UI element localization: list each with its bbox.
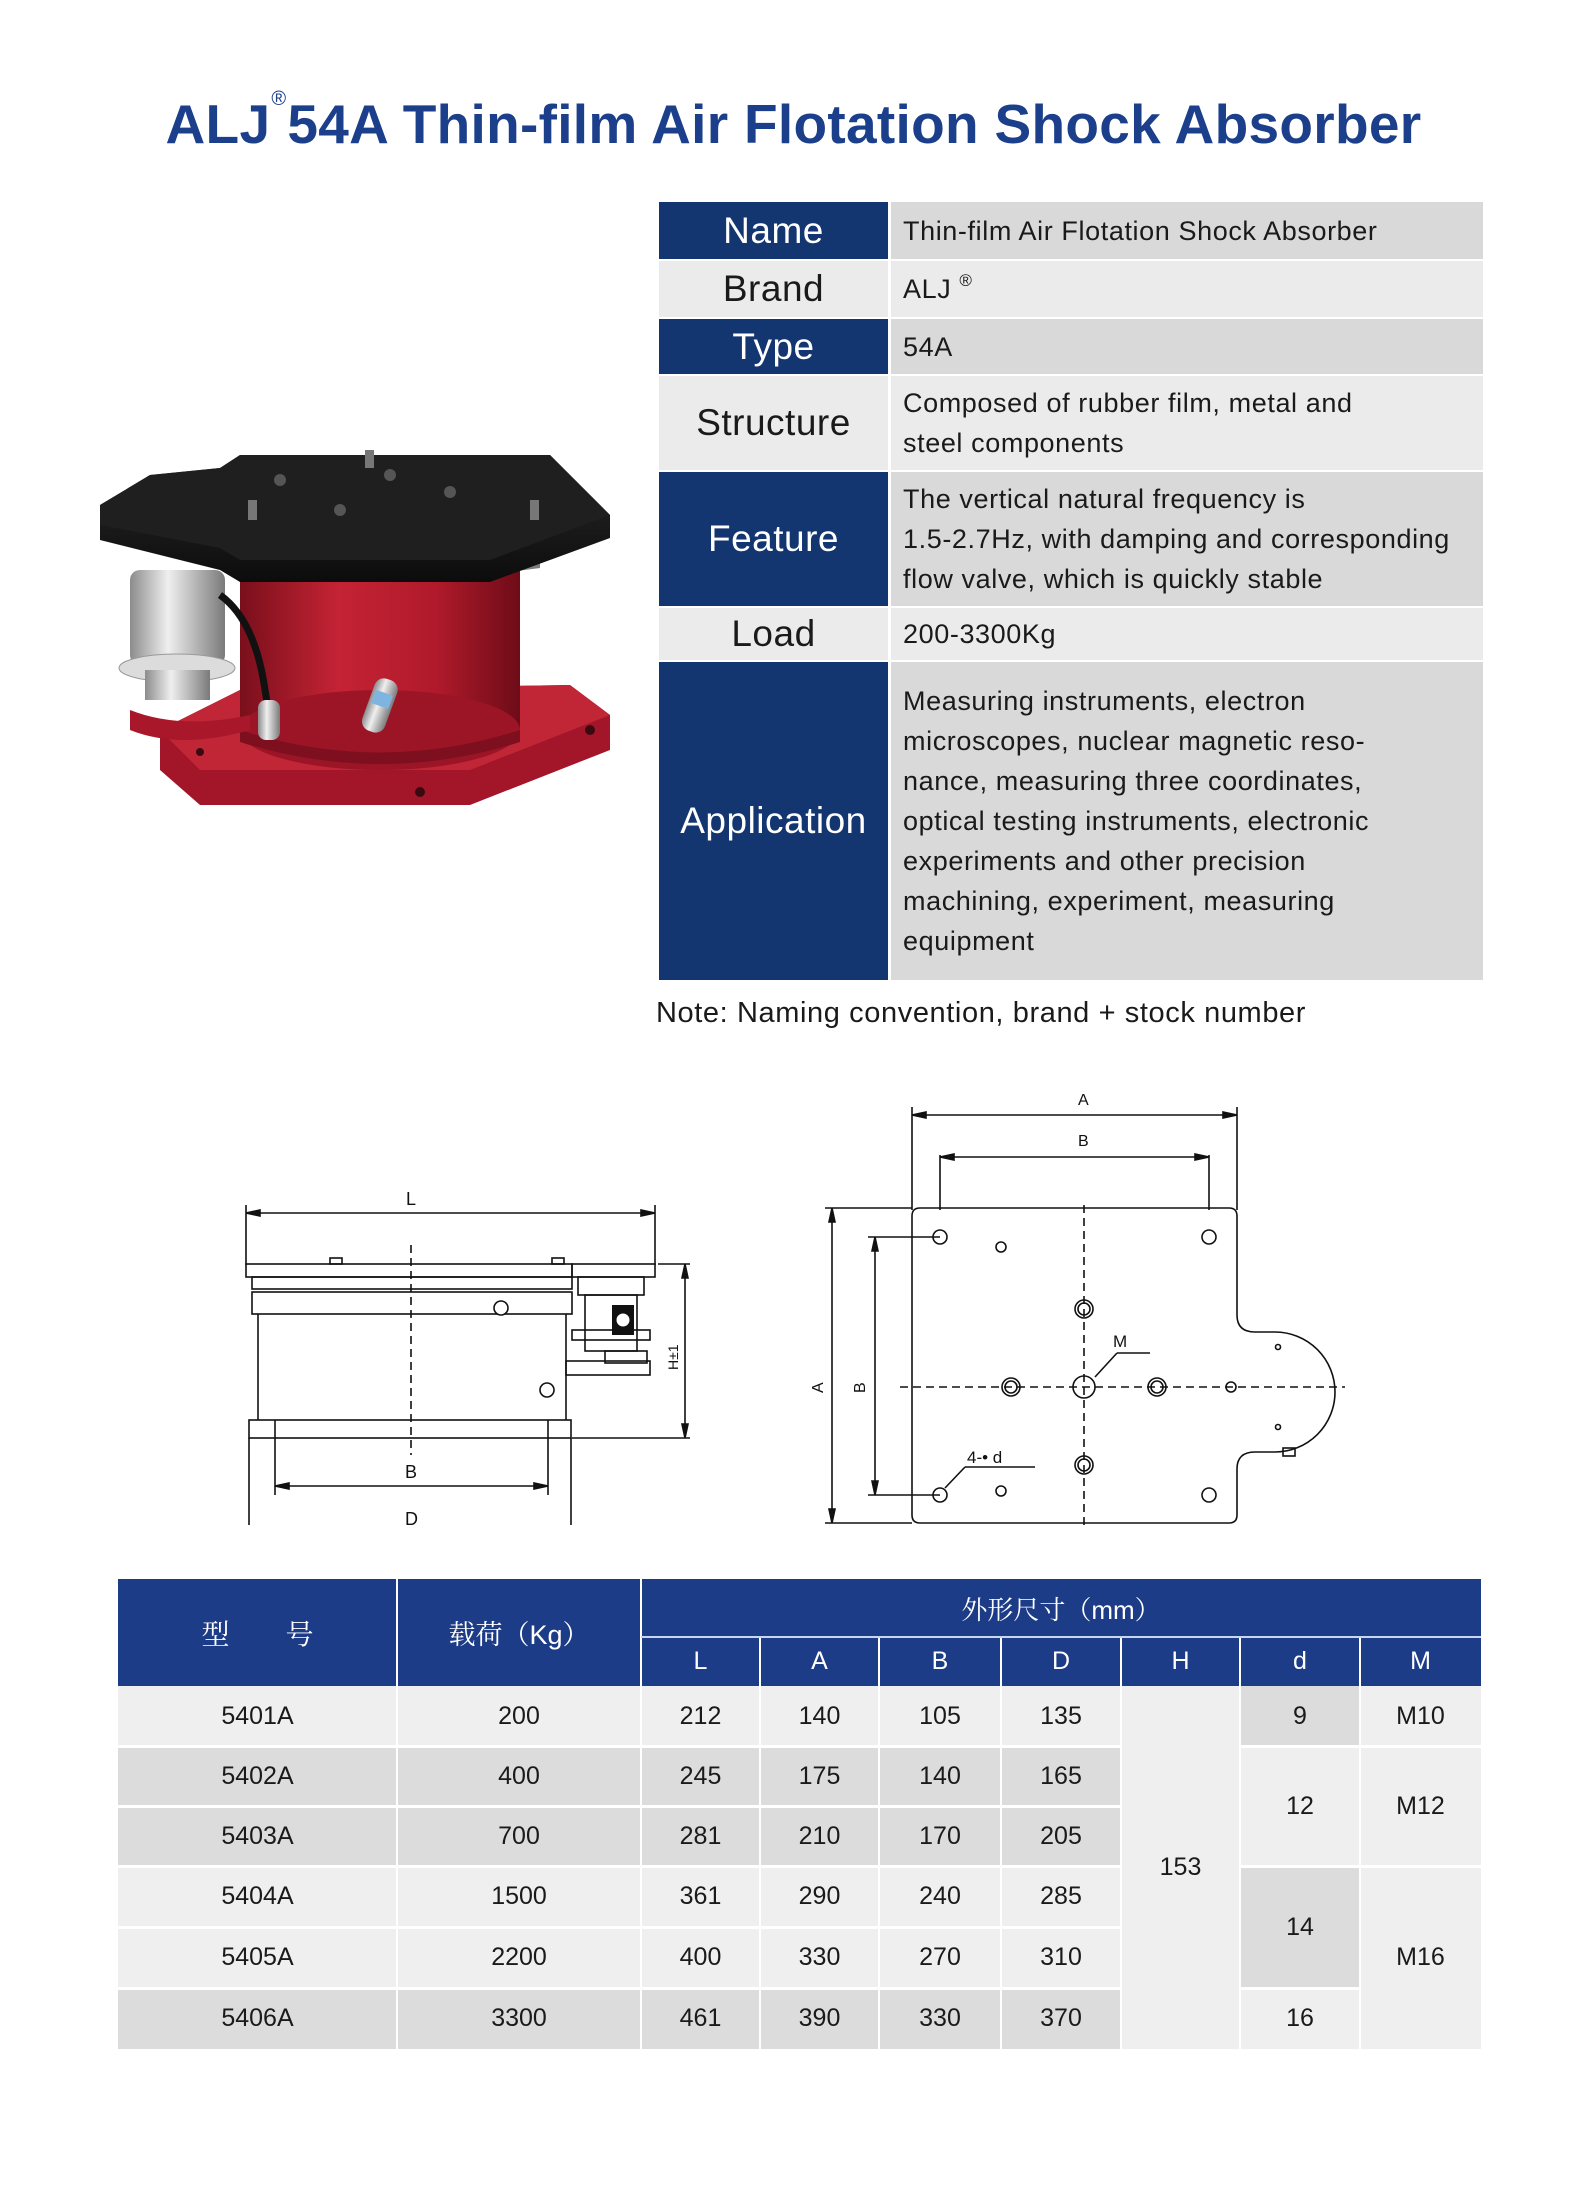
dim-label-A-side: A xyxy=(810,1382,827,1393)
info-value: 200-3300Kg xyxy=(891,608,1483,660)
cell-model: 5405A xyxy=(118,1927,397,1988)
info-value: 54A xyxy=(891,319,1483,374)
header-M: M xyxy=(1360,1637,1481,1686)
info-value-line: experiments and other precision xyxy=(903,846,1306,876)
cell-load: 2200 xyxy=(397,1927,641,1988)
grid-line xyxy=(1240,1987,1360,1990)
info-value xyxy=(891,662,1483,980)
grid-line xyxy=(396,1579,398,2049)
dim-label-L: L xyxy=(406,1189,417,1209)
info-value xyxy=(891,261,1483,317)
dim-label-D: D xyxy=(405,1509,418,1525)
grid-line xyxy=(118,1926,1121,1929)
cell-D: 135 xyxy=(1001,1686,1121,1746)
cell-load: 1500 xyxy=(397,1866,641,1927)
info-value: Thin-film Air Flotation Shock Absorber xyxy=(891,202,1483,259)
product-photo xyxy=(90,430,630,830)
dim-label-B: B xyxy=(405,1462,418,1482)
info-label: Feature xyxy=(659,472,888,606)
cell-L: 400 xyxy=(641,1927,760,1988)
cell-model: 5403A xyxy=(118,1806,397,1866)
cell-model: 5404A xyxy=(118,1866,397,1927)
registered-mark: ® xyxy=(271,88,287,110)
info-label: Structure xyxy=(659,376,888,470)
info-value-line: machining, experiment, measuring xyxy=(903,886,1335,916)
info-value-line: 1.5-2.7Hz, with damping and corresponding xyxy=(903,524,1450,554)
info-value-line: Measuring instruments, electron xyxy=(903,686,1306,716)
info-value-line: The vertical natural frequency is xyxy=(903,484,1306,514)
cell-B: 170 xyxy=(879,1806,1001,1866)
info-row-application xyxy=(659,662,1483,980)
dim-label-B-side: B xyxy=(852,1382,869,1393)
cell-L: 281 xyxy=(641,1806,760,1866)
cell-model: 5401A xyxy=(118,1686,397,1746)
info-row-brand xyxy=(659,261,1483,317)
info-label: Brand xyxy=(659,261,888,317)
cell-model: 5406A xyxy=(118,1988,397,2049)
info-value-line: optical testing instruments, electronic xyxy=(903,806,1370,836)
cell-load: 400 xyxy=(397,1746,641,1806)
info-label: Type xyxy=(659,319,888,374)
cell-d: 14 xyxy=(1240,1866,1360,1988)
info-value xyxy=(891,472,1483,606)
cell-B: 240 xyxy=(879,1866,1001,1927)
title-brand: ALJ xyxy=(165,93,271,155)
header-A: A xyxy=(760,1637,879,1686)
info-row-type xyxy=(659,319,1483,374)
cell-load: 700 xyxy=(397,1806,641,1866)
header-load: 载荷（Kg） xyxy=(397,1579,641,1686)
shock-absorber-illustration xyxy=(90,430,630,830)
info-row-name xyxy=(659,202,1483,259)
grid-line xyxy=(118,1805,1121,1808)
cell-d: 16 xyxy=(1240,1988,1360,2049)
cell-load: 3300 xyxy=(397,1988,641,2049)
cell-d: 12 xyxy=(1240,1746,1360,1866)
grid-line xyxy=(641,1636,1481,1638)
info-row-feature xyxy=(659,472,1483,606)
page-title xyxy=(0,88,1587,156)
side-view-drawing xyxy=(230,1175,700,1525)
header-L: L xyxy=(641,1637,760,1686)
cell-A: 290 xyxy=(760,1866,879,1927)
cell-B: 105 xyxy=(879,1686,1001,1746)
info-value-line: flow valve, which is quickly stable xyxy=(903,564,1324,594)
cell-D: 370 xyxy=(1001,1988,1121,2049)
dim-label-H: H±1 xyxy=(665,1344,681,1370)
info-value xyxy=(891,376,1483,470)
grid-line xyxy=(118,1987,1121,1990)
dimension-table xyxy=(118,1579,1481,2049)
info-value-line: equipment xyxy=(903,926,1035,956)
info-row-structure xyxy=(659,376,1483,470)
grid-line xyxy=(1240,1745,1481,1748)
info-row-load xyxy=(659,608,1483,660)
registered-mark: ® xyxy=(959,271,973,290)
cell-H-merged: 153 xyxy=(1121,1686,1240,2049)
info-value-line: nance, measuring three coordinates, xyxy=(903,766,1363,796)
side-view-svg xyxy=(230,1175,700,1525)
cell-L: 461 xyxy=(641,1988,760,2049)
info-label: Name xyxy=(659,202,888,259)
info-value-line: Composed of rubber film, metal and xyxy=(903,388,1353,418)
info-value-line: steel components xyxy=(903,428,1125,458)
grid-line xyxy=(118,1865,1121,1868)
cell-A: 140 xyxy=(760,1686,879,1746)
info-value-line: microscopes, nuclear magnetic reso- xyxy=(903,726,1366,756)
cell-B: 140 xyxy=(879,1746,1001,1806)
cell-D: 285 xyxy=(1001,1866,1121,1927)
dim-label-M: M xyxy=(1113,1332,1128,1351)
top-view-drawing xyxy=(795,1085,1345,1525)
cell-A: 210 xyxy=(760,1806,879,1866)
header-D: D xyxy=(1001,1637,1121,1686)
cell-B: 270 xyxy=(879,1927,1001,1988)
grid-line xyxy=(118,1745,1121,1748)
cell-L: 361 xyxy=(641,1866,760,1927)
naming-note: Note: Naming convention, brand + stock number xyxy=(656,997,1307,1029)
header-H: H xyxy=(1121,1637,1240,1686)
cell-A: 175 xyxy=(760,1746,879,1806)
header-dims-group: 外形尺寸（mm） xyxy=(641,1579,1481,1637)
cell-model: 5402A xyxy=(118,1746,397,1806)
cell-A: 390 xyxy=(760,1988,879,2049)
header-d: d xyxy=(1240,1637,1360,1686)
grid-line xyxy=(1240,1865,1481,1868)
info-label: Application xyxy=(659,662,888,980)
cell-L: 245 xyxy=(641,1746,760,1806)
top-view-svg xyxy=(795,1085,1345,1525)
header-model: 型 号 xyxy=(118,1579,397,1686)
cell-D: 205 xyxy=(1001,1806,1121,1866)
dim-label-holes: 4-• d xyxy=(967,1448,1003,1467)
cell-D: 165 xyxy=(1001,1746,1121,1806)
cell-M: M10 xyxy=(1360,1686,1481,1746)
cell-M: M12 xyxy=(1360,1746,1481,1866)
dim-label-A-top: A xyxy=(1078,1092,1089,1109)
cell-B: 330 xyxy=(879,1988,1001,2049)
cell-load: 200 xyxy=(397,1686,641,1746)
cell-d: 9 xyxy=(1240,1686,1360,1746)
grid-line xyxy=(640,1579,642,2049)
cell-D: 310 xyxy=(1001,1927,1121,1988)
header-B: B xyxy=(879,1637,1001,1686)
title-text: 54A Thin-film Air Flotation Shock Absorber xyxy=(287,93,1422,155)
brand-value: ALJ xyxy=(903,274,952,304)
cell-A: 330 xyxy=(760,1927,879,1988)
spec-info-table xyxy=(659,202,1483,982)
cell-M: M16 xyxy=(1360,1866,1481,2049)
info-label: Load xyxy=(659,608,888,660)
dim-label-B-top: B xyxy=(1078,1133,1089,1150)
cell-L: 212 xyxy=(641,1686,760,1746)
